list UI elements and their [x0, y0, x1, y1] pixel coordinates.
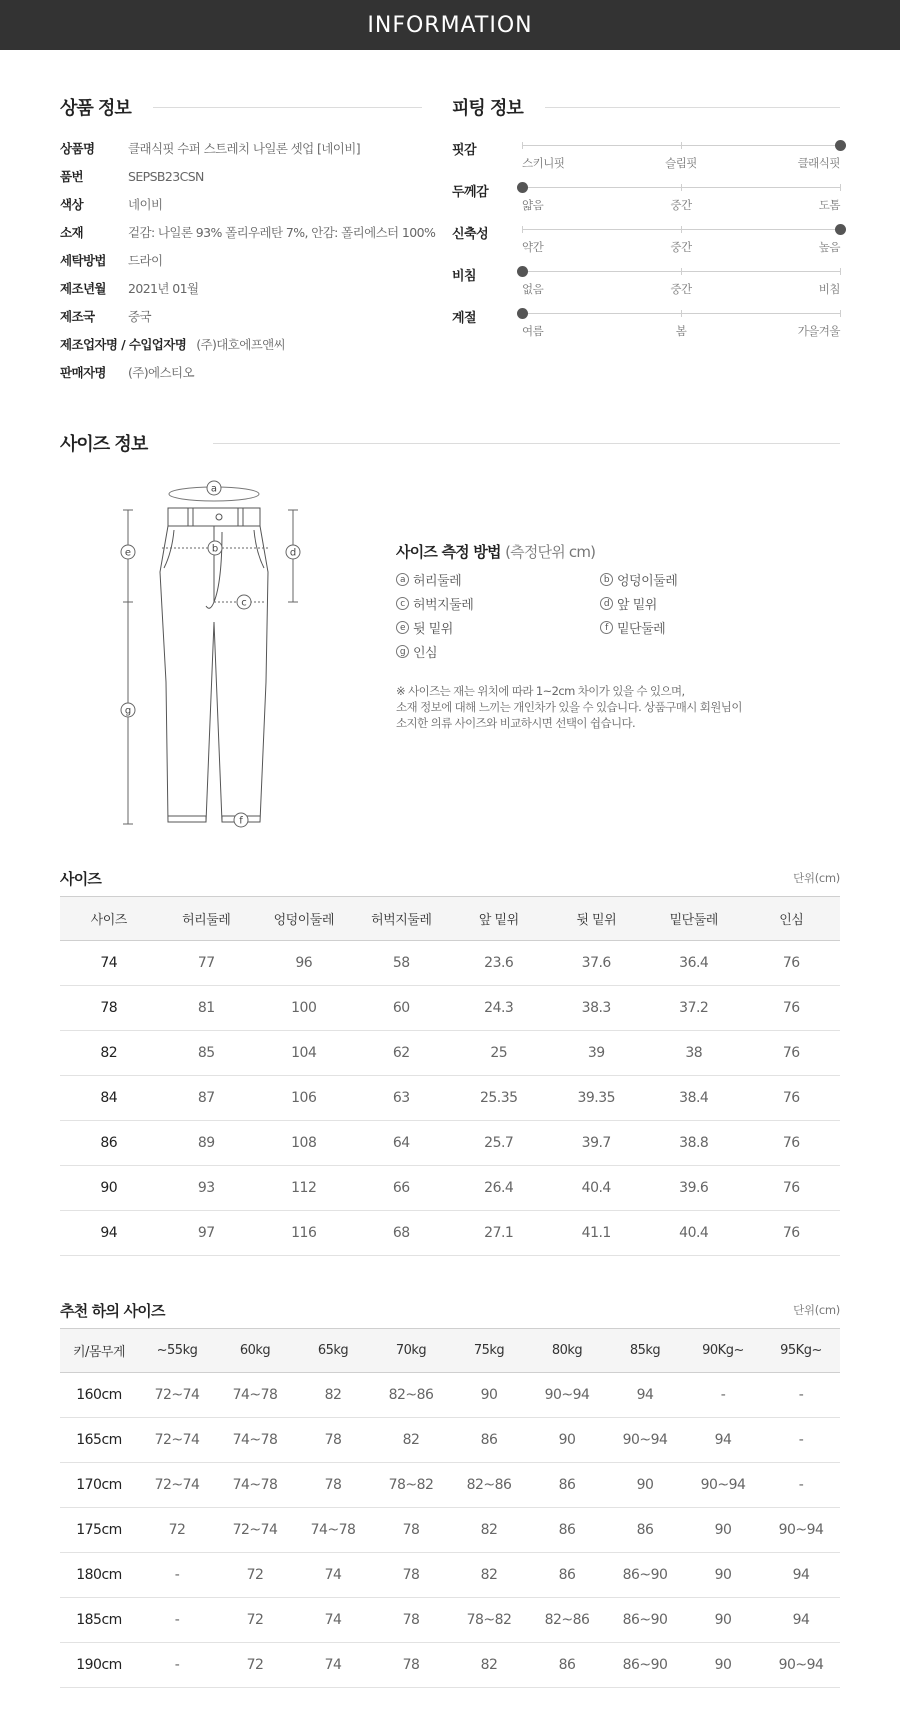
table-cell: 90~94 [684, 1463, 762, 1508]
table-cell: 96 [255, 941, 353, 986]
table-cell: 78 [372, 1553, 450, 1598]
divider [153, 107, 422, 108]
recommend-table-title: 추천 하의 사이즈 [60, 1302, 165, 1320]
fitting-info-title: 피팅 정보 [452, 98, 523, 119]
table-cell: 38.3 [548, 986, 646, 1031]
table-cell: 72~74 [138, 1463, 216, 1508]
table-cell: - [762, 1373, 840, 1418]
table-cell: 77 [158, 941, 256, 986]
measure-item [396, 570, 461, 589]
marker-g: g [124, 705, 132, 717]
measure-item [396, 594, 473, 613]
scale-selected-dot [517, 308, 528, 319]
product-info-value: 네이비 [128, 197, 163, 212]
table-cell: 38 [645, 1031, 743, 1076]
measure-label: 뒷 밑위 [413, 622, 453, 637]
table-row [60, 1031, 840, 1076]
product-info-key: 상품명 [60, 141, 95, 156]
table-cell: 38.4 [645, 1076, 743, 1121]
scale-option: 약간 [522, 240, 544, 254]
table-cell: 60 [353, 986, 451, 1031]
measure-item [396, 618, 453, 637]
table-cell: 58 [353, 941, 451, 986]
table-header-cell: 키/몸무게 [60, 1329, 138, 1373]
size-note-line: ※ 사이즈는 재는 위치에 따라 1~2cm 차이가 있을 수 있으며, [396, 684, 685, 698]
table-cell: 185cm [60, 1598, 138, 1643]
table-header-cell: 밑단둘레 [645, 897, 743, 941]
table-cell: 39.7 [548, 1121, 646, 1166]
table-cell: 62 [353, 1031, 451, 1076]
size-info-header [60, 430, 840, 456]
recommend-table-unit: 단위(cm) [793, 1303, 840, 1317]
fitting-scale [522, 229, 840, 254]
table-header-cell: 60kg [216, 1329, 294, 1373]
table-header-cell: 75kg [450, 1329, 528, 1373]
table-cell: 90~94 [528, 1373, 606, 1418]
scale-tick [522, 142, 523, 149]
table-cell: 25.35 [450, 1076, 548, 1121]
table-row [60, 1508, 840, 1553]
table-cell: 72~74 [138, 1373, 216, 1418]
scale-option: 중간 [670, 240, 692, 254]
measure-label: 인심 [413, 646, 438, 661]
table-cell: 72 [216, 1643, 294, 1688]
recommend-table-header-row [60, 1329, 840, 1373]
table-header-cell: 앞 밑위 [450, 897, 548, 941]
measure-unit: (측정단위 cm) [505, 543, 596, 561]
table-cell: 94 [762, 1598, 840, 1643]
scale-option: 없음 [522, 282, 544, 296]
table-cell: 93 [158, 1166, 256, 1211]
table-cell: 86 [450, 1418, 528, 1463]
fitting-row [452, 139, 840, 179]
table-cell: - [138, 1553, 216, 1598]
table-cell: 76 [743, 1166, 841, 1211]
table-cell: 90~94 [762, 1643, 840, 1688]
table-cell: - [138, 1643, 216, 1688]
measure-marker: f [600, 621, 613, 634]
scale-selected-dot [517, 266, 528, 277]
table-cell: 82 [450, 1553, 528, 1598]
table-cell: 82 [60, 1031, 158, 1076]
table-header-cell: 80kg [528, 1329, 606, 1373]
table-row [60, 1598, 840, 1643]
measure-item [396, 642, 437, 661]
product-info-header [60, 94, 422, 120]
table-cell: 64 [353, 1121, 451, 1166]
table-cell: 82 [372, 1418, 450, 1463]
table-cell: 41.1 [548, 1211, 646, 1256]
scale-option: 도톰 [818, 198, 840, 212]
divider [213, 443, 840, 444]
size-info-title: 사이즈 정보 [60, 434, 148, 455]
table-cell: 90 [684, 1553, 762, 1598]
product-info-key: 제조년월 [60, 281, 106, 296]
table-cell: 74 [294, 1598, 372, 1643]
table-cell: 36.4 [645, 941, 743, 986]
product-info-row [60, 278, 198, 298]
table-cell: 112 [255, 1166, 353, 1211]
fitting-row [452, 223, 840, 263]
table-cell: 76 [743, 1031, 841, 1076]
table-cell: 94 [684, 1418, 762, 1463]
marker-c: c [241, 597, 247, 609]
table-cell: - [762, 1463, 840, 1508]
fitting-label: 비침 [452, 269, 477, 284]
table-cell: 86 [606, 1508, 684, 1553]
fitting-label: 핏감 [452, 143, 477, 158]
measure-marker: c [396, 597, 409, 610]
table-cell: 90~94 [606, 1418, 684, 1463]
product-info-value: 겉감: 나일론 93% 폴리우레탄 7%, 안감: 폴리에스터 100% [128, 225, 436, 240]
scale-option: 여름 [522, 324, 544, 338]
table-cell: 25 [450, 1031, 548, 1076]
table-cell: 97 [158, 1211, 256, 1256]
table-header-cell: 65kg [294, 1329, 372, 1373]
product-info-value: (주)대호에프앤씨 [196, 337, 286, 352]
table-cell: 27.1 [450, 1211, 548, 1256]
product-info-row [60, 222, 435, 242]
scale-selected-dot [835, 224, 846, 235]
table-cell: 165cm [60, 1418, 138, 1463]
table-cell: 74~78 [216, 1373, 294, 1418]
product-info-key: 소재 [60, 225, 83, 240]
table-cell: 106 [255, 1076, 353, 1121]
table-row [60, 1076, 840, 1121]
measure-method-title [396, 541, 595, 562]
scale-tick [840, 184, 841, 191]
measure-marker: b [600, 573, 613, 586]
table-cell: 78 [372, 1508, 450, 1553]
table-cell: 23.6 [450, 941, 548, 986]
table-cell: 160cm [60, 1373, 138, 1418]
table-cell: 94 [60, 1211, 158, 1256]
table-cell: 94 [762, 1553, 840, 1598]
product-info-value: (주)에스티오 [128, 365, 194, 380]
table-cell: 86~90 [606, 1553, 684, 1598]
table-cell: 72~74 [138, 1418, 216, 1463]
table-cell: - [684, 1373, 762, 1418]
fitting-info-header [452, 94, 840, 120]
scale-tick [522, 226, 523, 233]
table-cell: 116 [255, 1211, 353, 1256]
table-cell: 66 [353, 1166, 451, 1211]
table-cell: 86~90 [606, 1643, 684, 1688]
table-cell: 25.7 [450, 1121, 548, 1166]
marker-a: a [210, 483, 218, 495]
scale-option: 클래식핏 [797, 156, 840, 170]
table-cell: 86~90 [606, 1598, 684, 1643]
fitting-row [452, 307, 840, 347]
product-info-key: 판매자명 [60, 365, 106, 380]
table-cell: 94 [606, 1373, 684, 1418]
measure-marker: a [396, 573, 409, 586]
table-cell: 86 [528, 1463, 606, 1508]
product-info-row [60, 166, 204, 186]
measure-label: 앞 밑위 [617, 598, 657, 613]
table-cell: 90~94 [762, 1508, 840, 1553]
scale-option: 중간 [670, 282, 692, 296]
measure-marker: e [396, 621, 409, 634]
size-table-title: 사이즈 [60, 870, 102, 888]
size-note-line: 소지한 의류 사이즈와 비교하시면 선택이 쉽습니다. [396, 716, 636, 730]
table-cell: 86 [528, 1508, 606, 1553]
table-cell: - [762, 1418, 840, 1463]
fitting-scale [522, 271, 840, 296]
table-cell: 170cm [60, 1463, 138, 1508]
product-info-key: 색상 [60, 197, 83, 212]
product-info-value: 2021년 01월 [128, 281, 199, 296]
size-note-line: 소재 정보에 대해 느끼는 개인차가 있을 수 있습니다. 상품구매시 회원님이 [396, 700, 742, 714]
product-info-value: 드라이 [128, 253, 163, 268]
product-info-row [60, 306, 151, 326]
banner-title: INFORMATION [367, 12, 533, 38]
product-info-row [60, 138, 360, 158]
table-cell: 74 [294, 1553, 372, 1598]
table-header-cell: 허리둘레 [158, 897, 256, 941]
scale-option: 스키니핏 [522, 156, 565, 170]
measure-label: 엉덩이둘레 [617, 574, 678, 589]
table-row [60, 1463, 840, 1508]
measure-label: 허벅지둘레 [413, 598, 474, 613]
scale-option: 가을겨울 [797, 324, 840, 338]
table-header-cell: 70kg [372, 1329, 450, 1373]
product-info-value: 중국 [128, 309, 151, 324]
table-cell: 108 [255, 1121, 353, 1166]
table-row [60, 986, 840, 1031]
scale-tick [840, 268, 841, 275]
scale-option: 비침 [818, 282, 840, 296]
product-info-key: 제조업자명 / 수입업자명 [60, 337, 187, 352]
table-cell: 78~82 [450, 1598, 528, 1643]
scale-tick [681, 310, 682, 317]
product-info-row [60, 250, 162, 270]
scale-option: 슬림핏 [665, 156, 697, 170]
table-cell: 86 [528, 1553, 606, 1598]
size-table-unit: 단위(cm) [793, 871, 840, 885]
table-header-cell: 엉덩이둘레 [255, 897, 353, 941]
table-cell: 82 [450, 1508, 528, 1553]
table-cell: 39.6 [645, 1166, 743, 1211]
fitting-scale [522, 187, 840, 212]
table-cell: 81 [158, 986, 256, 1031]
table-cell: 90 [450, 1373, 528, 1418]
table-cell: 39 [548, 1031, 646, 1076]
marker-e: e [124, 547, 132, 559]
table-row [60, 1373, 840, 1418]
product-info-row [60, 334, 285, 354]
table-cell: 175cm [60, 1508, 138, 1553]
table-cell: 90 [606, 1463, 684, 1508]
fitting-label: 신축성 [452, 227, 489, 242]
table-cell: 37.2 [645, 986, 743, 1031]
table-header-cell: 허벅지둘레 [353, 897, 451, 941]
table-cell: 37.6 [548, 941, 646, 986]
product-info-row [60, 362, 194, 382]
table-cell: 74~78 [216, 1418, 294, 1463]
table-cell: 74~78 [216, 1463, 294, 1508]
table-cell: 63 [353, 1076, 451, 1121]
table-cell: 78 [294, 1463, 372, 1508]
table-cell: 74 [60, 941, 158, 986]
fitting-label: 두께감 [452, 185, 489, 200]
table-cell: 74 [294, 1643, 372, 1688]
scale-tick [681, 226, 682, 233]
product-info-key: 세탁방법 [60, 253, 106, 268]
size-table-header-row [60, 897, 840, 941]
table-cell: 68 [353, 1211, 451, 1256]
table-header-cell: ~55kg [138, 1329, 216, 1373]
scale-option: 봄 [675, 324, 687, 338]
table-cell: 40.4 [645, 1211, 743, 1256]
table-header-cell: 95Kg~ [762, 1329, 840, 1373]
table-row [60, 1166, 840, 1211]
table-header-cell: 뒷 밑위 [548, 897, 646, 941]
table-cell: 78 [60, 986, 158, 1031]
pants-measurement-diagram [110, 472, 310, 832]
table-cell: 78 [372, 1643, 450, 1688]
measure-item [600, 618, 665, 637]
recommend-size-table [60, 1328, 840, 1688]
table-cell: 90 [528, 1418, 606, 1463]
table-cell: 86 [528, 1643, 606, 1688]
table-cell: 74~78 [294, 1508, 372, 1553]
table-cell: 78 [372, 1598, 450, 1643]
table-row [60, 1211, 840, 1256]
table-cell: 72~74 [216, 1508, 294, 1553]
scale-tick [681, 268, 682, 275]
table-cell: 100 [255, 986, 353, 1031]
scale-option: 높음 [818, 240, 840, 254]
fitting-scale [522, 313, 840, 338]
table-cell: 76 [743, 941, 841, 986]
table-cell: 86 [60, 1121, 158, 1166]
table-cell: 104 [255, 1031, 353, 1076]
table-cell: 82 [294, 1373, 372, 1418]
product-info-title: 상품 정보 [60, 98, 131, 119]
scale-tick [681, 142, 682, 149]
fitting-label: 계절 [452, 311, 477, 326]
product-info-value: SEPSB23CSN [128, 168, 204, 184]
measure-marker: g [396, 645, 409, 658]
divider [545, 107, 840, 108]
scale-option: 중간 [670, 198, 692, 212]
table-row [60, 1418, 840, 1463]
product-info-value: 클래식핏 수퍼 스트레치 나일론 셋업 [네이비] [128, 141, 360, 156]
measure-label: 밑단둘레 [617, 622, 666, 637]
size-table [60, 896, 840, 1256]
table-row [60, 1643, 840, 1688]
table-cell: 90 [684, 1598, 762, 1643]
table-cell: 84 [60, 1076, 158, 1121]
table-cell: 82~86 [372, 1373, 450, 1418]
table-cell: 78 [294, 1418, 372, 1463]
table-cell: 78~82 [372, 1463, 450, 1508]
table-cell: 76 [743, 1211, 841, 1256]
table-cell: 82~86 [528, 1598, 606, 1643]
scale-selected-dot [517, 182, 528, 193]
table-cell: 76 [743, 1076, 841, 1121]
table-cell: 82~86 [450, 1463, 528, 1508]
marker-d: d [289, 547, 297, 559]
table-header-cell: 85kg [606, 1329, 684, 1373]
marker-f: f [239, 815, 243, 827]
table-cell: 85 [158, 1031, 256, 1076]
table-cell: - [138, 1598, 216, 1643]
measure-item [600, 570, 677, 589]
product-info-row [60, 194, 162, 214]
scale-tick [681, 184, 682, 191]
table-cell: 190cm [60, 1643, 138, 1688]
table-row [60, 1121, 840, 1166]
table-cell: 24.3 [450, 986, 548, 1031]
fitting-row [452, 265, 840, 305]
scale-option: 얇음 [522, 198, 544, 212]
table-cell: 72 [216, 1553, 294, 1598]
table-cell: 89 [158, 1121, 256, 1166]
table-cell: 26.4 [450, 1166, 548, 1211]
table-header-cell: 인심 [743, 897, 841, 941]
table-header-cell: 90Kg~ [684, 1329, 762, 1373]
table-cell: 40.4 [548, 1166, 646, 1211]
measure-method-label: 사이즈 측정 방법 [396, 543, 501, 561]
scale-tick [840, 310, 841, 317]
measure-label: 허리둘레 [413, 574, 462, 589]
table-cell: 76 [743, 986, 841, 1031]
product-info-key: 제조국 [60, 309, 95, 324]
table-cell: 82 [450, 1643, 528, 1688]
table-cell: 90 [60, 1166, 158, 1211]
table-cell: 90 [684, 1508, 762, 1553]
table-cell: 72 [138, 1508, 216, 1553]
table-row [60, 941, 840, 986]
table-cell: 87 [158, 1076, 256, 1121]
table-cell: 38.8 [645, 1121, 743, 1166]
product-info-key: 품번 [60, 169, 83, 184]
table-header-cell: 사이즈 [60, 897, 158, 941]
table-cell: 90 [684, 1643, 762, 1688]
table-cell: 39.35 [548, 1076, 646, 1121]
table-cell: 72 [216, 1598, 294, 1643]
measure-marker: d [600, 597, 613, 610]
marker-b: b [211, 543, 219, 555]
fitting-scale [522, 145, 840, 170]
fitting-row [452, 181, 840, 221]
table-cell: 76 [743, 1121, 841, 1166]
table-row [60, 1553, 840, 1598]
table-cell: 180cm [60, 1553, 138, 1598]
scale-selected-dot [835, 140, 846, 151]
information-banner [0, 0, 900, 50]
measure-item [600, 594, 657, 613]
